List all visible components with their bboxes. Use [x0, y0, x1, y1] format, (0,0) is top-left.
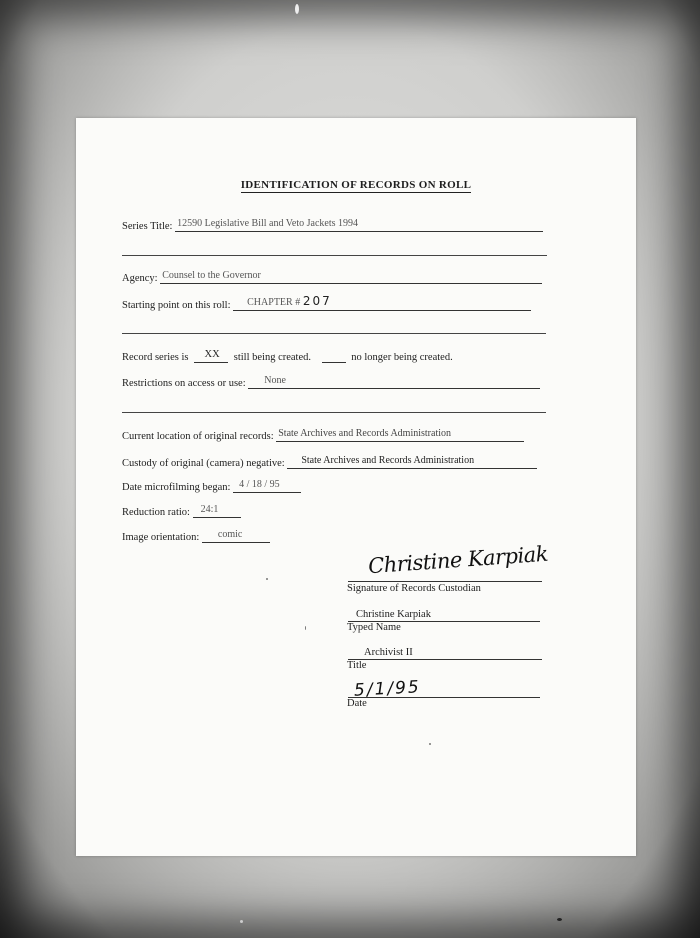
still-created-label: still being created.	[233, 352, 311, 363]
signature-line	[348, 581, 542, 582]
series-title-label: Series Title:	[122, 221, 173, 232]
title-caption: Title	[347, 660, 367, 671]
current-location-label: Current location of original records:	[122, 431, 274, 442]
orientation-row	[122, 528, 270, 543]
starting-point-field	[233, 295, 531, 311]
dust-speck	[429, 743, 431, 745]
still-created-mark: XX	[194, 348, 228, 363]
starting-point-handwritten: 207	[302, 294, 332, 308]
film-speck	[557, 918, 562, 921]
form-title: IDENTIFICATION OF RECORDS ON ROLL	[240, 179, 472, 191]
title-value: Archivist II	[364, 647, 413, 658]
no-longer-label: no longer being created.	[351, 352, 453, 363]
blank-line-3	[122, 412, 546, 413]
date-began-value: 4 / 18 / 95	[233, 478, 301, 493]
orientation-label: Image orientation:	[122, 532, 200, 543]
date-caption: Date	[347, 698, 367, 709]
film-scratch	[295, 4, 299, 14]
blank-line-2	[122, 333, 546, 334]
agency-label: Agency:	[122, 273, 158, 284]
starting-point-row	[122, 295, 531, 311]
restrictions-row	[122, 374, 540, 389]
custody-value: State Archives and Records Administration	[287, 454, 537, 469]
typed-name-value: Christine Karpiak	[356, 609, 431, 620]
series-title-row	[122, 217, 543, 232]
date-line	[348, 697, 540, 698]
orientation-value: comic	[202, 528, 270, 543]
typed-name-caption: Typed Name	[347, 622, 401, 633]
date-began-label: Date microfilming began:	[122, 482, 231, 493]
starting-point-label: Starting point on this roll:	[122, 300, 231, 311]
custodian-signature: Christine Karpiak	[367, 541, 549, 579]
reduction-value: 24:1	[193, 503, 241, 518]
custody-label: Custody of original (camera) negative:	[122, 458, 285, 469]
no-longer-mark	[322, 361, 346, 363]
restrictions-value: None	[248, 374, 540, 389]
title-line	[348, 659, 542, 660]
record-series-row	[122, 348, 453, 363]
current-location-row	[122, 427, 524, 442]
signature-caption: Signature of Records Custodian	[347, 583, 481, 594]
reduction-row	[122, 503, 241, 518]
dust-speck	[305, 626, 306, 630]
signed-date-handwritten: 5/1/95	[353, 677, 422, 701]
starting-point-typed: CHAPTER #	[247, 297, 301, 308]
blank-line-1	[122, 255, 547, 256]
film-speck	[240, 920, 243, 923]
date-began-row	[122, 478, 301, 493]
restrictions-label: Restrictions on access or use:	[122, 378, 246, 389]
dust-speck	[266, 578, 268, 580]
series-title-value: 12590 Legislative Bill and Veto Jackets 1994	[175, 217, 543, 232]
agency-value: Counsel to the Governor	[160, 269, 542, 284]
record-series-label: Record series is	[122, 352, 189, 363]
reduction-label: Reduction ratio:	[122, 507, 190, 518]
current-location-value: State Archives and Records Administration	[276, 427, 524, 442]
custody-row	[122, 454, 537, 469]
agency-row	[122, 269, 542, 284]
form-sheet	[76, 118, 636, 856]
